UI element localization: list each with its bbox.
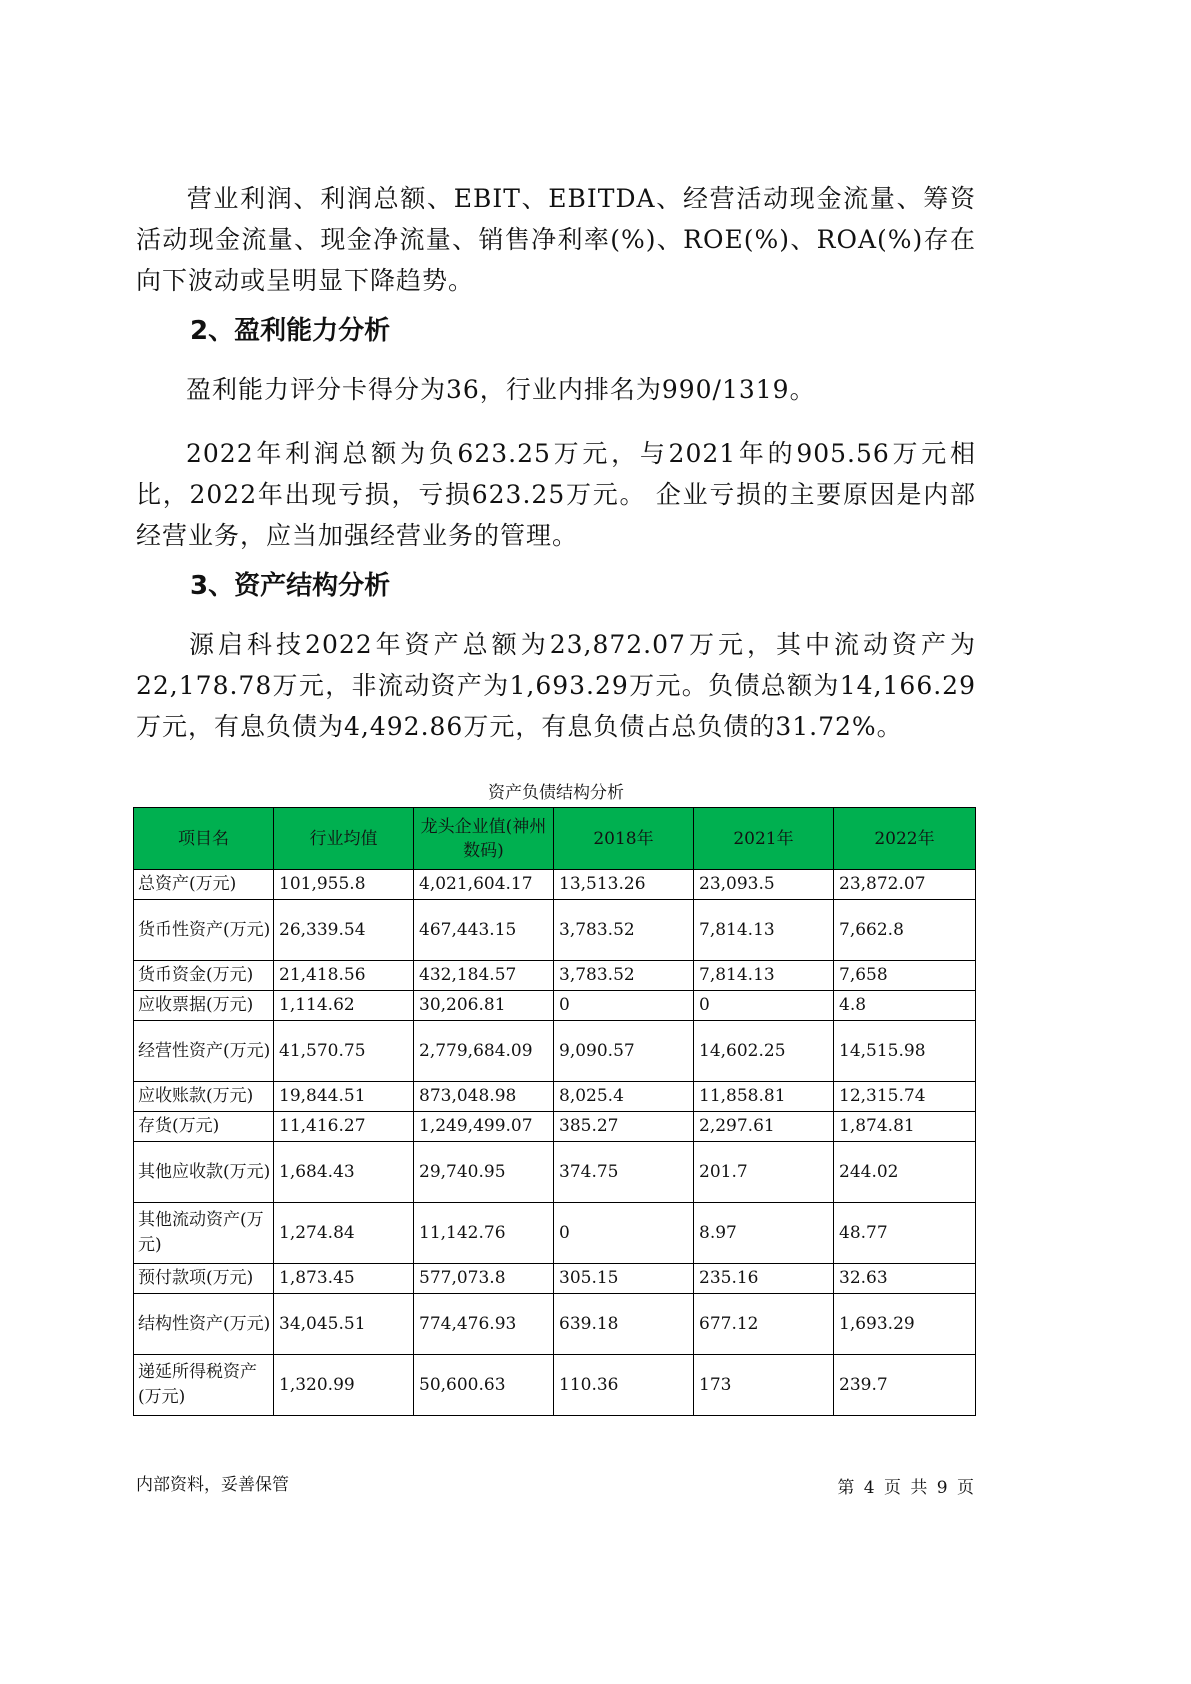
section-heading-asset-structure: 3、资产结构分析 [190,571,391,601]
table-cell: 577,073.8 [414,1264,554,1294]
table-cell: 774,476.93 [414,1294,554,1355]
table-cell: 14,602.25 [694,1021,834,1082]
table-cell: 12,315.74 [834,1082,976,1112]
table-cell: 26,339.54 [274,900,414,961]
table-row-label: 其他流动资产(万元) [134,1203,274,1264]
asset-liability-table [133,807,976,1416]
table-cell: 23,093.5 [694,870,834,900]
paragraph-profit-loss: 2022年利润总额为负623.25万元，与2021年的905.56万元相比，2022年出现亏损，亏损623.25万元。 企业亏损的主要原因是内部经营业务，应当加强经营业务的管理。 [136,439,976,550]
table-cell: 11,416.27 [274,1112,414,1142]
table-cell: 7,658 [834,961,976,991]
table-cell: 8.97 [694,1203,834,1264]
table-header-cell: 2021年 [694,808,834,870]
table-row [134,870,976,900]
table-cell: 432,184.57 [414,961,554,991]
table-row-label: 存货(万元) [134,1112,274,1142]
table-row [134,1082,976,1112]
table-cell: 110.36 [554,1355,694,1416]
table-row-label: 应收账款(万元) [134,1082,274,1112]
table-cell: 7,814.13 [694,900,834,961]
table-cell: 29,740.95 [414,1142,554,1203]
table-header-row [134,808,976,870]
table-cell: 13,513.26 [554,870,694,900]
table-cell: 0 [554,991,694,1021]
table-cell: 48.77 [834,1203,976,1264]
table-row [134,1203,976,1264]
table-cell: 1,249,499.07 [414,1112,554,1142]
table-cell: 14,515.98 [834,1021,976,1082]
table-row-label: 经营性资产(万元) [134,1021,274,1082]
table-cell: 2,297.61 [694,1112,834,1142]
table-cell: 11,858.81 [694,1082,834,1112]
table-cell: 385.27 [554,1112,694,1142]
table-cell: 101,955.8 [274,870,414,900]
table-cell: 374.75 [554,1142,694,1203]
table-cell: 8,025.4 [554,1082,694,1112]
footer-confidential-note: 内部资料，妥善保管 [136,1475,289,1495]
table-cell: 1,874.81 [834,1112,976,1142]
table-cell: 1,684.43 [274,1142,414,1203]
table-cell: 0 [554,1203,694,1264]
table-row-label: 预付款项(万元) [134,1264,274,1294]
paragraph-asset-structure: 源启科技2022年资产总额为23,872.07万元，其中流动资产为22,178.78万元，非流动资产为1,693.29万元。负债总额为14,166.29万元，有息负债为4,492.86万元，有息负债占总负债的31.72%。 [136,630,976,741]
table-header-cell: 行业均值 [274,808,414,870]
table-cell: 239.7 [834,1355,976,1416]
table-row [134,991,976,1021]
table-cell: 50,600.63 [414,1355,554,1416]
table-row [134,1294,976,1355]
table-cell: 0 [694,991,834,1021]
table-cell: 467,443.15 [414,900,554,961]
table-caption: 资产负债结构分析 [488,783,624,803]
paragraph-profitability-score: 盈利能力评分卡得分为36，行业内排名为990/1319。 [186,375,816,404]
table-cell: 244.02 [834,1142,976,1203]
table-row [134,1355,976,1416]
table-cell: 23,872.07 [834,870,976,900]
table-cell: 1,693.29 [834,1294,976,1355]
paragraph-trend-summary: 营业利润、利润总额、EBIT、EBITDA、经营活动现金流量、筹资活动现金流量、现金净流量、销售净利率(%)、ROE(%)、ROA(%)存在向下波动或呈明显下降趋势。 [136,184,976,295]
table-cell: 3,783.52 [554,961,694,991]
table-cell: 34,045.51 [274,1294,414,1355]
table-cell: 173 [694,1355,834,1416]
table-row-label: 货币性资产(万元) [134,900,274,961]
table-header-cell: 2022年 [834,808,976,870]
table-cell: 1,274.84 [274,1203,414,1264]
table-cell: 235.16 [694,1264,834,1294]
table-cell: 1,320.99 [274,1355,414,1416]
table-cell: 30,206.81 [414,991,554,1021]
table-row-label: 货币资金(万元) [134,961,274,991]
table-row [134,1142,976,1203]
table-cell: 3,783.52 [554,900,694,961]
table-cell: 11,142.76 [414,1203,554,1264]
footer-page-number: 第 4 页 共 9 页 [837,1478,974,1498]
table-cell: 639.18 [554,1294,694,1355]
table-cell: 7,662.8 [834,900,976,961]
table-row [134,900,976,961]
table-cell: 677.12 [694,1294,834,1355]
table-cell: 9,090.57 [554,1021,694,1082]
table-row-label: 总资产(万元) [134,870,274,900]
table-row [134,1112,976,1142]
table-cell: 201.7 [694,1142,834,1203]
table-row [134,1264,976,1294]
table-header-cell: 项目名 [134,808,274,870]
table-cell: 1,114.62 [274,991,414,1021]
table-row-label: 递延所得税资产(万元) [134,1355,274,1416]
table-row [134,1021,976,1082]
table-row-label: 结构性资产(万元) [134,1294,274,1355]
table-row-label: 其他应收款(万元) [134,1142,274,1203]
table-cell: 32.63 [834,1264,976,1294]
table-cell: 873,048.98 [414,1082,554,1112]
table-cell: 2,779,684.09 [414,1021,554,1082]
table-cell: 4.8 [834,991,976,1021]
table-cell: 305.15 [554,1264,694,1294]
table-cell: 19,844.51 [274,1082,414,1112]
table-cell: 4,021,604.17 [414,870,554,900]
table-cell: 21,418.56 [274,961,414,991]
table-cell: 7,814.13 [694,961,834,991]
table-cell: 1,873.45 [274,1264,414,1294]
section-heading-profitability: 2、盈利能力分析 [190,316,391,346]
table-row [134,961,976,991]
table-row-label: 应收票据(万元) [134,991,274,1021]
table-header-cell: 2018年 [554,808,694,870]
table-header-cell: 龙头企业值(神州数码) [414,808,554,870]
table-cell: 41,570.75 [274,1021,414,1082]
